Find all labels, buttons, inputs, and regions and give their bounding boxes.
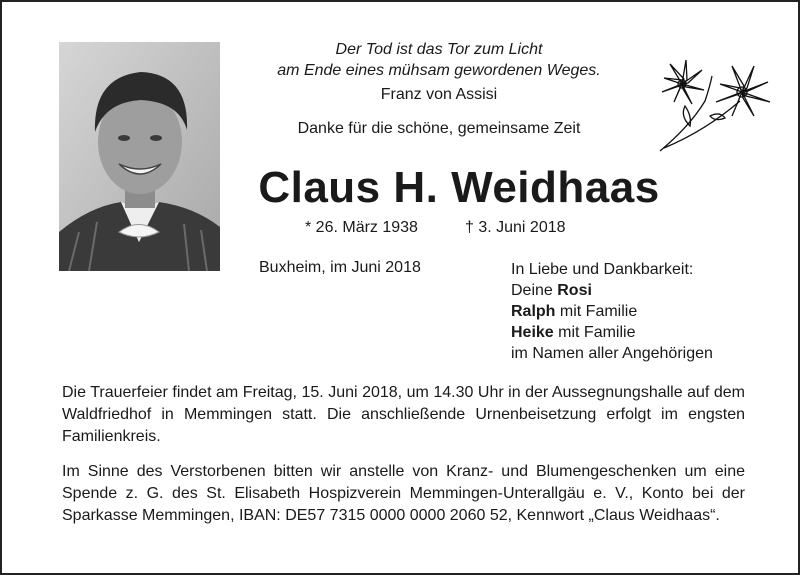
signer-line-2 [511, 301, 713, 322]
signer-suffix: mit Familie [555, 303, 638, 320]
death-date: † 3. Juni 2018 [465, 219, 566, 236]
signer-prefix: Deine [511, 282, 558, 299]
deceased-name: Claus H. Weidhaas [258, 163, 660, 212]
signer-line-3 [511, 322, 713, 343]
signers-block [511, 259, 713, 364]
signers-closing: im Namen aller Angehörigen [511, 345, 713, 362]
signer-name-rosi: Rosi [557, 282, 592, 299]
donation-info-paragraph: Im Sinne des Verstorbenen bitten wir anstelle von Kranz- und Blumengeschenken um eine Spende z. G. des St. Elisabeth Hospizverein Memmingen-Unterallgäu e. V., Konto bei der Sparkasse Memmingen, IBAN: DE57 7315 0000 0000 2060 52, Kennwort „Claus Weidhaas“. [62, 463, 745, 524]
thanks-line: Danke für die schöne, gemeinsame Zeit [297, 120, 581, 137]
funeral-info-paragraph: Die Trauerfeier findet am Freitag, 15. Juni 2018, um 14.30 Uhr in der Aussegnungshalle auf dem Waldfriedhof in Memmingen statt. Die anschließende Urnenbeisetzung erfolgt im engsten Familienkreis. [62, 384, 745, 445]
signer-name-heike: Heike [511, 324, 554, 341]
edelweiss-flowers-icon [650, 56, 772, 156]
quote-line-1: Der Tod ist das Tor zum Licht [335, 41, 543, 58]
quote-line-2: am Ende eines mühsam gewordenen Weges. [277, 62, 601, 79]
signers-intro: In Liebe und Dankbarkeit: [511, 261, 694, 278]
portrait-photo [59, 42, 220, 271]
signer-line-1 [511, 280, 713, 301]
quote-author: Franz von Assisi [380, 86, 498, 103]
signer-name-ralph: Ralph [511, 303, 556, 320]
signer-suffix: mit Familie [553, 324, 636, 341]
place-date: Buxheim, im Juni 2018 [259, 259, 421, 276]
birth-date: * 26. März 1938 [305, 219, 418, 236]
